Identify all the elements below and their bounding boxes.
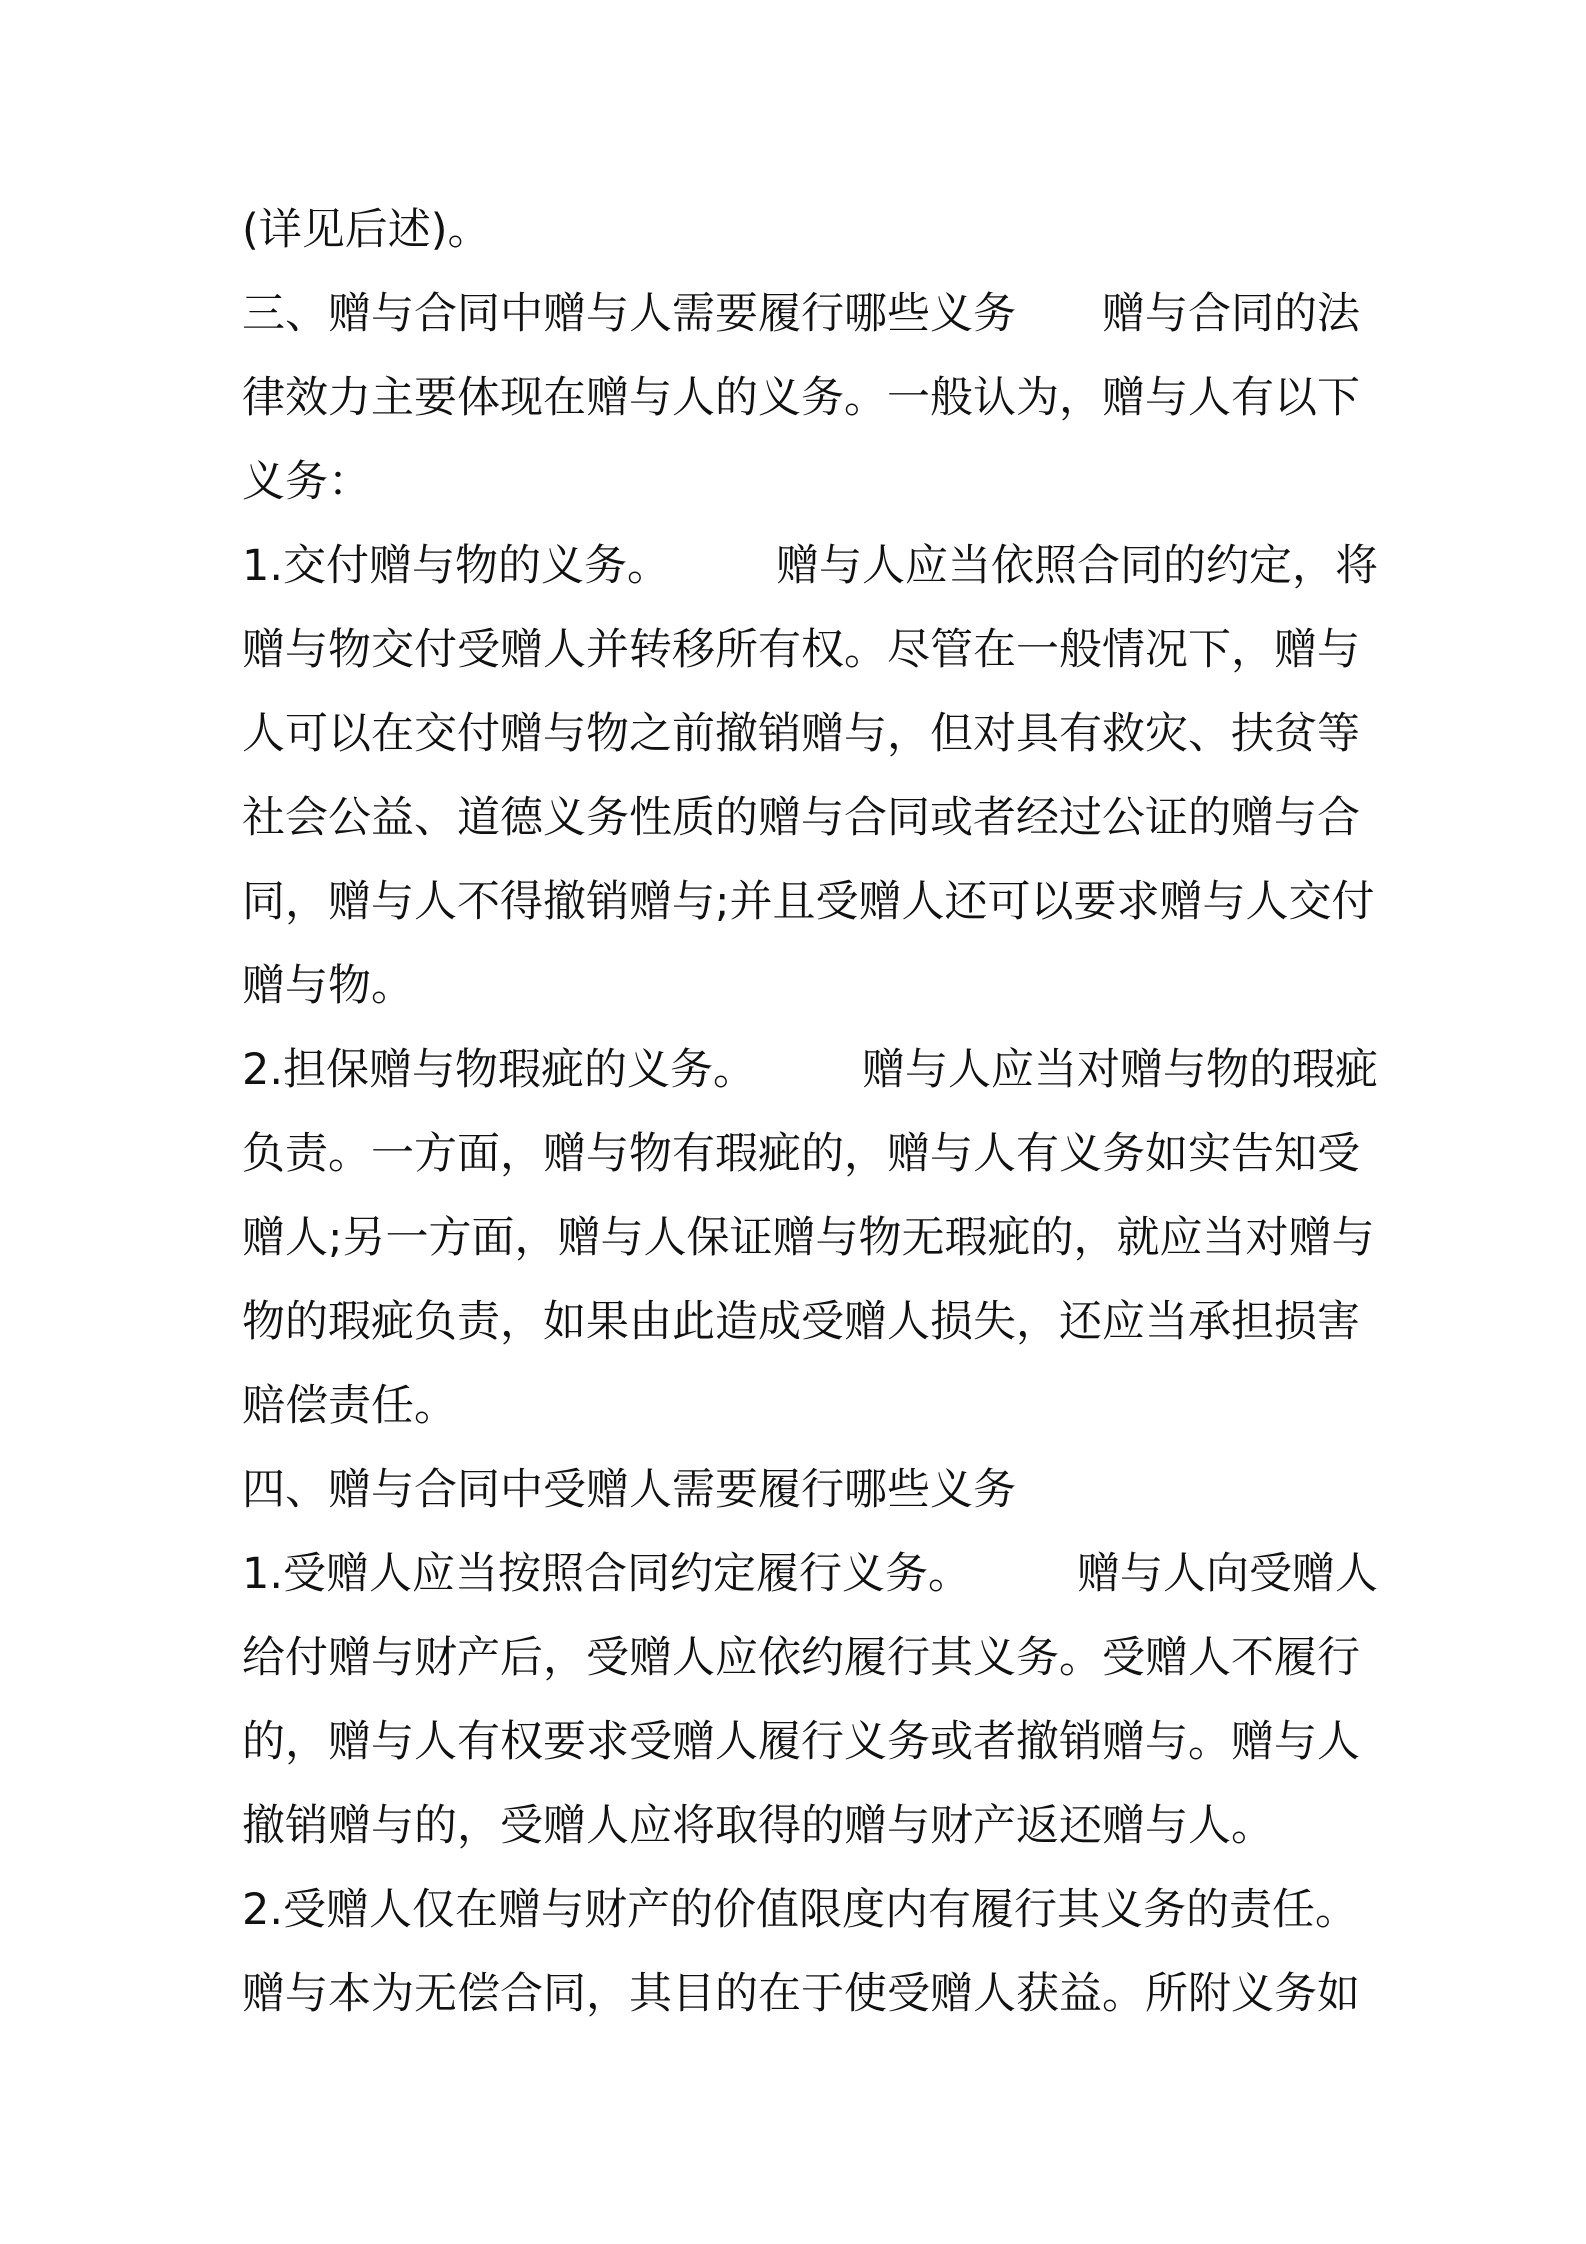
- text-line: 赠与物交付受赠人并转移所有权。尽管在一般情况下，赠与: [242, 625, 1360, 675]
- section-heading-4: 四、赠与合同中受赠人需要履行哪些义务: [242, 1465, 1016, 1515]
- document-body: [242, 188, 1379, 2036]
- item-heading-1: 1.受赠人应当按照合同约定履行义务。 赠与人向受赠人: [242, 1549, 1379, 1599]
- text-line: 社会公益、道德义务性质的赠与合同或者经过公证的赠与合: [242, 793, 1360, 843]
- text-line: 撤销赠与的，受赠人应将取得的赠与财产返还赠与人。: [242, 1801, 1274, 1851]
- text-line: 的，赠与人有权要求受赠人履行义务或者撤销赠与。赠与人: [242, 1717, 1360, 1767]
- item-heading-2: 2.受赠人仅在赠与财产的价值限度内有履行其义务的责任。: [242, 1885, 1359, 1935]
- item-heading-2: 2.担保赠与物瑕疵的义务。 赠与人应当对赠与物的瑕疵: [242, 1045, 1379, 1095]
- text-line: 给付赠与财产后，受赠人应依约履行其义务。受赠人不履行: [242, 1633, 1360, 1683]
- text-line: 赠人;另一方面，赠与人保证赠与物无瑕疵的，就应当对赠与: [242, 1213, 1375, 1263]
- text-line: 人可以在交付赠与物之前撤销赠与，但对具有救灾、扶贫等: [242, 709, 1360, 759]
- text-line: 同，赠与人不得撤销赠与;并且受赠人还可以要求赠与人交付: [242, 877, 1375, 927]
- section-heading-3: 三、赠与合同中赠与人需要履行哪些义务 赠与合同的法: [242, 289, 1360, 339]
- text-line: 物的瑕疵负责，如果由此造成受赠人损失，还应当承担损害: [242, 1297, 1360, 1347]
- item-heading-1: 1.交付赠与物的义务。 赠与人应当依照合同的约定，将: [242, 541, 1379, 591]
- text-line: 负责。一方面，赠与物有瑕疵的，赠与人有义务如实告知受: [242, 1129, 1360, 1179]
- text-line: 律效力主要体现在赠与人的义务。一般认为，赠与人有以下: [242, 373, 1360, 423]
- text-line: 赠与物。: [242, 961, 414, 1011]
- text-line: 义务：: [242, 457, 371, 507]
- text-line: (详见后述)。: [242, 205, 491, 255]
- text-line: 赠与本为无偿合同，其目的在于使受赠人获益。所附义务如: [242, 1969, 1360, 2019]
- text-line: 赔偿责任。: [242, 1381, 457, 1431]
